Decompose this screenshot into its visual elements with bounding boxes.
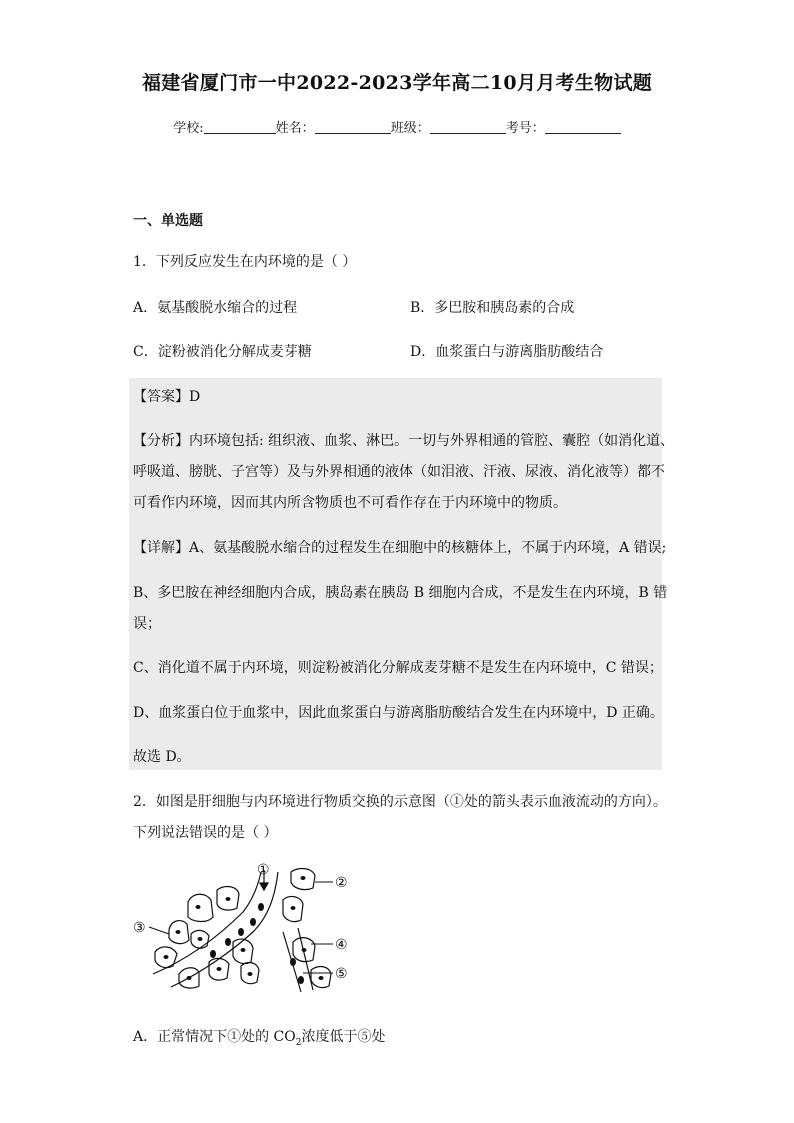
diagram-label-2: ② xyxy=(335,875,348,891)
q1-detail-line: 误； xyxy=(133,616,161,632)
liver-cell-diagram xyxy=(133,862,363,997)
diagram-label-1: ① xyxy=(257,862,270,878)
exam-no-label: 考号： xyxy=(505,121,545,136)
q2-option-a-suffix: 浓度低于⑤处 xyxy=(301,1029,386,1045)
q1-option-d: D．血浆蛋白与游离脂肪酸结合 xyxy=(410,344,604,360)
q2-option-a-subscript: 2 xyxy=(295,1037,302,1048)
q1-option-b: B．多巴胺和胰岛素的合成 xyxy=(410,300,575,316)
q2-option-a-prefix: A．正常情况下①处的 CO xyxy=(133,1029,296,1045)
q1-analysis-line: 呼吸道、膀胱、子宫等）及与外界相通的液体（如泪液、汗液、尿液、消化液等）都不 xyxy=(133,464,665,480)
q1-detail-line: 【详解】A、氨基酸脱水缩合的过程发生在细胞中的核糖体上，不属于内环境，A 错误; xyxy=(133,540,667,556)
q1-detail-line: B、多巴胺在神经细胞内合成，胰岛素在胰岛 B 细胞内合成，不是发生在内环境，B 错 xyxy=(133,585,668,601)
q1-detail-line: 故选 D。 xyxy=(133,749,191,765)
school-blank[interactable] xyxy=(204,120,276,134)
q1-stem: 1．下列反应发生在内环境的是（ ） xyxy=(133,254,357,270)
name-label: 姓名： xyxy=(275,121,315,136)
diagram-label-3: ③ xyxy=(133,920,146,936)
q1-detail-line: C、消化道不属于内环境，则淀粉被消化分解成麦芽糖不是发生在内环境中，C 错误； xyxy=(133,660,663,676)
name-blank[interactable] xyxy=(315,120,391,134)
q1-option-a: A．氨基酸脱水缩合的过程 xyxy=(133,300,298,316)
diagram-label-4: ④ xyxy=(335,937,348,953)
exam-no-blank[interactable] xyxy=(545,120,621,134)
q1-analysis-line: 可看作内环境，因而其内所含物质也不可看作存在于内环境中的物质。 xyxy=(133,495,567,511)
q2-stem-line: 2．如图是肝细胞与内环境进行物质交换的示意图（①处的箭头表示血液流动的方向）。 xyxy=(133,794,667,810)
student-info-line xyxy=(0,117,794,136)
q1-analysis-line: 【分析】内环境包括: 组织液、血浆、淋巴。一切与外界相通的管腔、囊腔（如消化道、 xyxy=(133,433,675,449)
q2-option-a xyxy=(133,1026,385,1048)
class-label: 班级： xyxy=(390,121,430,136)
q2-stem-line: 下列说法错误的是（ ） xyxy=(133,825,278,841)
q1-option-c: C．淀粉被消化分解成麦芽糖 xyxy=(133,344,312,360)
page-title: 福建省厦门市一中2022-2023学年高二10月月考生物试题 xyxy=(141,72,653,94)
class-blank[interactable] xyxy=(430,120,506,134)
diagram-label-5: ⑤ xyxy=(335,966,348,982)
q1-detail-line: D、血浆蛋白位于血浆中，因此血浆蛋白与游离脂肪酸结合发生在内环境中，D 正确。 xyxy=(133,705,664,721)
school-label: 学校: xyxy=(173,121,204,136)
section-heading: 一、单选题 xyxy=(133,213,203,229)
q1-answer: 【答案】D xyxy=(133,389,201,405)
